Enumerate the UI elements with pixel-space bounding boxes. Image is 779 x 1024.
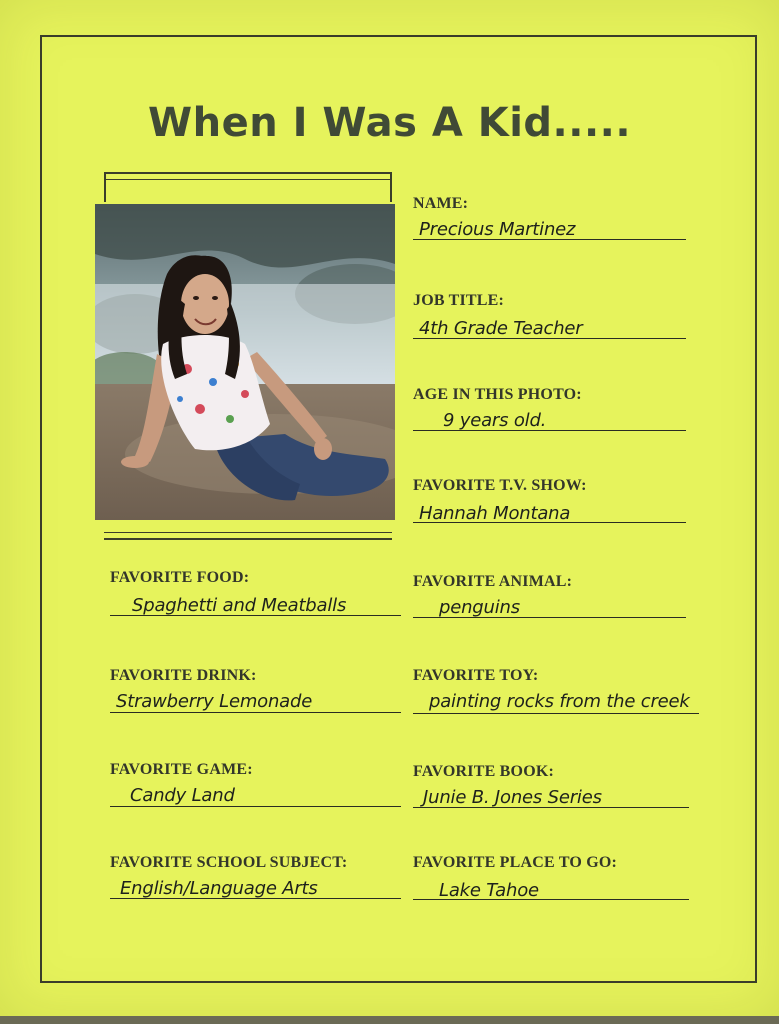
- job-title-label: JOB TITLE:: [413, 292, 505, 309]
- name-value: Precious Martinez: [419, 219, 576, 240]
- name-line: [413, 239, 686, 240]
- drink-line: [110, 712, 401, 713]
- photo-frame-line: [104, 172, 106, 202]
- game-line: [110, 806, 401, 807]
- field-school-subject: [110, 854, 348, 899]
- job-title-line: [413, 338, 686, 339]
- book-label: FAVORITE BOOK:: [413, 763, 555, 780]
- animal-line: [413, 617, 686, 618]
- game-value: Candy Land: [130, 785, 235, 806]
- book-line: [413, 807, 689, 808]
- field-food: [110, 569, 347, 616]
- animal-value: penguins: [439, 597, 520, 618]
- field-animal: [413, 573, 573, 618]
- place-line: [413, 899, 689, 900]
- tv-show-line: [413, 522, 686, 523]
- field-place: [413, 854, 618, 901]
- tv-show-label: FAVORITE T.V. SHOW:: [413, 477, 587, 494]
- game-label: FAVORITE GAME:: [110, 761, 253, 778]
- age-label: AGE IN THIS PHOTO:: [413, 386, 582, 403]
- field-drink: [110, 667, 313, 712]
- place-label: FAVORITE PLACE TO GO:: [413, 854, 618, 871]
- name-label: NAME:: [413, 195, 469, 212]
- photo-frame-line: [104, 172, 392, 174]
- field-game: [110, 761, 253, 806]
- photo-frame-line: [390, 172, 392, 202]
- book-value: Junie B. Jones Series: [423, 787, 602, 808]
- field-name: [413, 195, 576, 240]
- age-line: [413, 430, 686, 431]
- photo-frame-line: [104, 179, 392, 180]
- drink-value: Strawberry Lemonade: [116, 691, 313, 712]
- childhood-photo: [95, 204, 395, 520]
- tv-show-value: Hannah Montana: [419, 503, 571, 524]
- food-label: FAVORITE FOOD:: [110, 569, 250, 586]
- food-line: [110, 615, 401, 616]
- page-title: When I Was A Kid.....: [147, 100, 632, 146]
- school-subject-label: FAVORITE SCHOOL SUBJECT:: [110, 854, 348, 871]
- job-title-value: 4th Grade Teacher: [419, 318, 583, 339]
- field-toy: [413, 667, 690, 712]
- toy-label: FAVORITE TOY:: [413, 667, 539, 684]
- field-age: [413, 386, 582, 431]
- place-value: Lake Tahoe: [439, 880, 539, 901]
- photo-frame-line: [104, 538, 392, 540]
- field-tv-show: [413, 477, 587, 524]
- field-job-title: [413, 292, 583, 339]
- drink-label: FAVORITE DRINK:: [110, 667, 257, 684]
- toy-value: painting rocks from the creek: [429, 691, 690, 712]
- school-subject-value: English/Language Arts: [120, 878, 318, 899]
- field-book: [413, 763, 602, 808]
- school-subject-line: [110, 898, 401, 899]
- photo-frame-line: [104, 532, 392, 533]
- age-value: 9 years old.: [443, 410, 547, 431]
- animal-label: FAVORITE ANIMAL:: [413, 573, 573, 590]
- toy-line: [413, 713, 699, 714]
- food-value: Spaghetti and Meatballs: [132, 595, 347, 616]
